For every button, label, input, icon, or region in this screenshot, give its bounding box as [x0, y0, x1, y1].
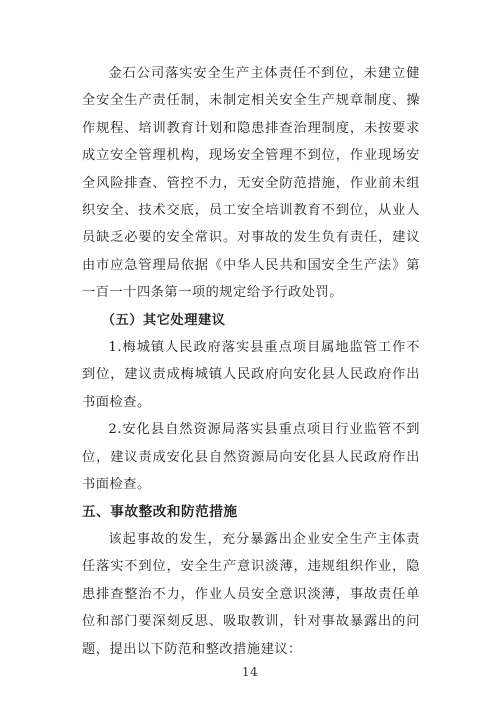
paragraph-rectification-intro: 该起事故的发生，充分暴露出企业安全生产主体责任落实不到位，安全生产意识淡薄，违规组织作业，隐患排查整治不力，作业人员安全意识淡薄，事故责任单位和部门要深刻反思、吸取教训，针对事故暴露出的问题，提出以下防范和整改措施建议： — [82, 531, 420, 657]
section-heading-other-suggestions: （五）其它处理建议 — [101, 312, 226, 328]
page-number: 14 — [241, 665, 259, 679]
section-heading-rectification: 五、事故整改和防范措施 — [82, 503, 238, 520]
paragraph-company-responsibility: 金石公司落实安全生产主体责任不到位，未建立健全安全生产责任制，未制定相关安全生产规章制度、操作规程、培训教育计划和隐患排查治理制度，未按要求成立安全管理机构，现场安全管理不到位，作业现场安全风险排查、管控不力，无安全防范措施，作业前未组织安全、技术交底，员工安全培训教育不到位，从业人员缺乏必要的安全常识。对事故的发生负有责任，建议由市应急管理局依据《中华人民共和国安全生产法》第一百一十四条第一项的规定给予行政处罚。 — [82, 66, 420, 301]
paragraph-meicheng-town: 1.梅城镇人民政府落实县重点项目属地监管工作不到位，建议责成梅城镇人民政府向安化县人民政府作出书面检查。 — [82, 340, 420, 410]
paragraph-natural-resources-bureau: 2.安化县自然资源局落实县重点项目行业监管不到位，建议责成安化县自然资源局向安化县人民政府作出书面检查。 — [82, 422, 420, 493]
document-body — [82, 60, 420, 663]
